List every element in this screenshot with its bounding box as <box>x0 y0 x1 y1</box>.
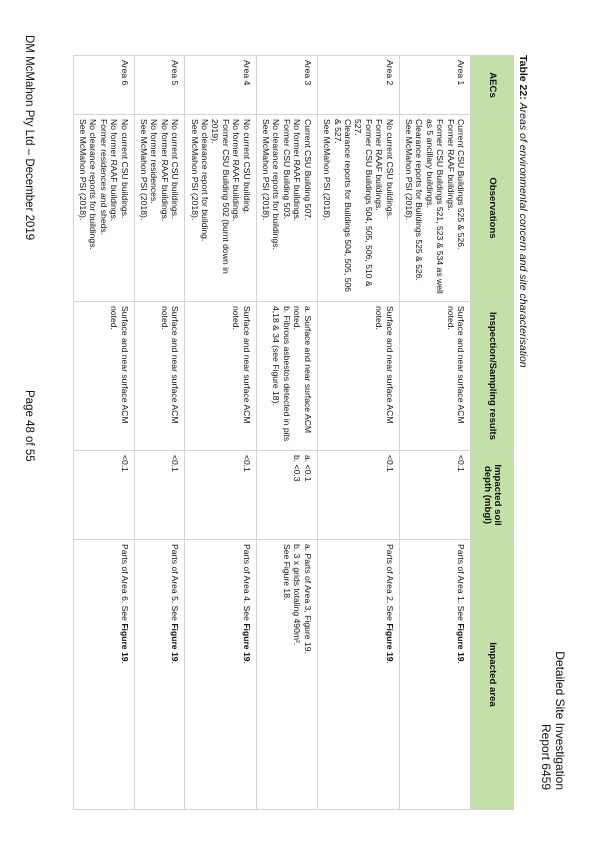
cell-results <box>73 302 134 451</box>
cell-aec: Area 4 <box>185 56 256 115</box>
table-row <box>399 56 470 810</box>
area-text-end: . <box>119 661 130 664</box>
report-number: Report 6459 <box>539 723 553 790</box>
observation-line: No former RAAF buildings. <box>231 119 242 222</box>
observation-line: No clearance reports for buildings. <box>88 119 99 250</box>
cell-results <box>134 302 185 451</box>
cell-depth <box>317 451 399 540</box>
observation-line: Clearance reports for Buildings 504, 505, 506 & 527. <box>332 119 353 292</box>
cell-aec: Area 3 <box>256 56 317 115</box>
cell-results <box>256 302 317 451</box>
cell-aec: Area 1 <box>399 56 470 115</box>
result-line: Surface and near surface ACM noted. <box>445 306 466 424</box>
observation-line: See McMahon PSI (2018). <box>189 119 200 221</box>
cell-impacted-area <box>185 540 256 810</box>
result-line: Surface and near surface ACM noted. <box>109 306 130 424</box>
cell-impacted-area <box>134 540 185 810</box>
column-header-depth: Impacted soil depth (mbgl) <box>471 451 514 540</box>
table-row <box>134 56 185 810</box>
observation-line: Current CSU Buildings 525 & 526. <box>456 119 466 250</box>
cell-depth <box>185 451 256 540</box>
observation-line: Former CSU Building 502 (burnt down in 2019). <box>210 119 231 274</box>
observation-line: Former RAAF buildings. <box>374 119 385 211</box>
area-text: Parts of Area 6. See <box>119 544 130 624</box>
observation-line: No clearance report for building. <box>200 119 211 242</box>
cell-impacted-area <box>256 540 317 810</box>
observation-line: No former RAAF buildings. <box>292 119 303 222</box>
figure-reference: Figure 19 <box>241 623 252 662</box>
cell-depth <box>73 451 134 540</box>
figure-reference: Figure 19 <box>170 623 181 662</box>
observation-line: No former RAAF buildings. <box>159 119 170 222</box>
report-title: Detailed Site Investigation <box>553 651 567 790</box>
area-line: b. 3 x grids totaling 490m². <box>292 544 303 646</box>
cell-impacted-area <box>73 540 134 810</box>
area-text: Parts of Area 2. See <box>384 544 395 624</box>
depth-line: <0.1 <box>384 455 395 472</box>
cell-aec: Area 6 <box>73 56 134 115</box>
table-row <box>73 56 134 810</box>
cell-impacted-area <box>317 540 399 810</box>
observation-line: Clearance reports for Buildings 525 & 526. <box>414 119 425 281</box>
cell-observations <box>73 115 134 302</box>
observation-line: See McMahon PSI (2018). <box>261 119 272 221</box>
table-row <box>317 56 399 810</box>
observation-line: No current CSU buildings. <box>384 119 395 219</box>
column-header-area: Impacted area <box>471 540 514 810</box>
column-header-results: Inspection/Sampling results <box>471 302 514 451</box>
cell-results <box>185 302 256 451</box>
result-line: a. Surface and near surface ACM noted. <box>292 306 313 434</box>
aec-table <box>73 55 514 810</box>
depth-line: b. <0.3 <box>292 455 303 482</box>
table-header-row <box>471 56 514 810</box>
observation-line: See McMahon PSI (2018). <box>78 119 88 221</box>
cell-aec: Area 5 <box>134 56 185 115</box>
observation-line: Former CSU Building 503. <box>281 119 292 220</box>
observation-line: Former RAAF buildings. <box>445 119 456 211</box>
cell-results <box>399 302 470 451</box>
column-header-aecs: AECs <box>471 56 514 115</box>
observation-line: See McMahon PSI (2018). <box>139 119 150 221</box>
footer-company: DM McMahon Pty Ltd – December 2019 <box>23 35 35 241</box>
cell-observations <box>185 115 256 302</box>
footer-page-number: Page 48 of 55 <box>23 390 35 462</box>
table-row <box>256 56 317 810</box>
area-text: Parts of Area 5. See <box>170 544 181 624</box>
depth-line: <0.1 <box>170 455 181 472</box>
depth-line: <0.1 <box>241 455 252 472</box>
area-text-end: . <box>241 661 252 664</box>
cell-observations <box>256 115 317 302</box>
cell-aec: Area 2 <box>317 56 399 115</box>
cell-depth <box>399 451 470 540</box>
observation-line: No current CSU buildings. <box>119 119 130 219</box>
area-line: See Figure 18. <box>281 544 292 601</box>
cell-observations <box>134 115 185 302</box>
observation-line: No clearance reports for buildings. <box>271 119 282 250</box>
page-footer <box>23 35 35 810</box>
observation-line: Former CSU Buildings 521, 523 & 534 as well as 5 ancillary buildings. <box>424 119 446 294</box>
area-text: Parts of Area 4. See <box>241 544 252 624</box>
observation-line: No current CSU buildings. <box>170 119 181 219</box>
cell-depth <box>134 451 185 540</box>
depth-line: a. <0.1 <box>302 455 313 482</box>
area-line: a. Parts of Area 3, Figure 19. <box>302 544 313 654</box>
cell-observations <box>317 115 399 302</box>
observation-line: No current CSU building. <box>241 119 252 215</box>
observation-line: See McMahon PSI (2018). <box>322 119 333 221</box>
table-title: Areas of environmental concern and site characterisation <box>517 102 529 368</box>
cell-results <box>317 302 399 451</box>
observation-line: See McMahon PSI (2018). <box>403 119 414 221</box>
observation-line: Current CSU Building 507. <box>302 119 313 221</box>
table-label: Table 22: <box>517 55 529 100</box>
observation-line: Former residences and sheds. <box>98 119 109 236</box>
result-line: Surface and near surface ACM noted. <box>159 306 181 424</box>
area-text: Parts of Area 1. See <box>456 544 466 624</box>
report-header <box>539 651 567 790</box>
result-line: Surface and near surface ACM noted. <box>231 306 252 424</box>
result-line: b. Fibrous asbestos detected in pits 4,18 & 34 (see Figure 18). <box>271 306 292 442</box>
figure-reference: Figure 19 <box>456 623 466 662</box>
column-header-observations: Observations <box>471 115 514 302</box>
area-text-end: . <box>384 661 395 664</box>
table-row <box>185 56 256 810</box>
cell-observations <box>399 115 470 302</box>
cell-depth <box>256 451 317 540</box>
depth-line: <0.1 <box>119 455 130 472</box>
observation-line: No former residences. <box>149 119 160 204</box>
observation-line: No former RAAF buildings. <box>109 119 120 222</box>
area-text-end: . <box>170 661 181 664</box>
result-line: Surface and near surface ACM noted. <box>374 306 395 424</box>
depth-line: <0.1 <box>456 455 466 472</box>
figure-reference: Figure 19 <box>119 623 130 662</box>
observation-line: Former CSU Buildings 504, 505, 506, 510 & 527. <box>353 119 374 287</box>
table-caption <box>517 55 529 368</box>
cell-impacted-area <box>399 540 470 810</box>
figure-reference: Figure 19 <box>384 623 395 662</box>
area-text-end: . <box>456 661 466 664</box>
